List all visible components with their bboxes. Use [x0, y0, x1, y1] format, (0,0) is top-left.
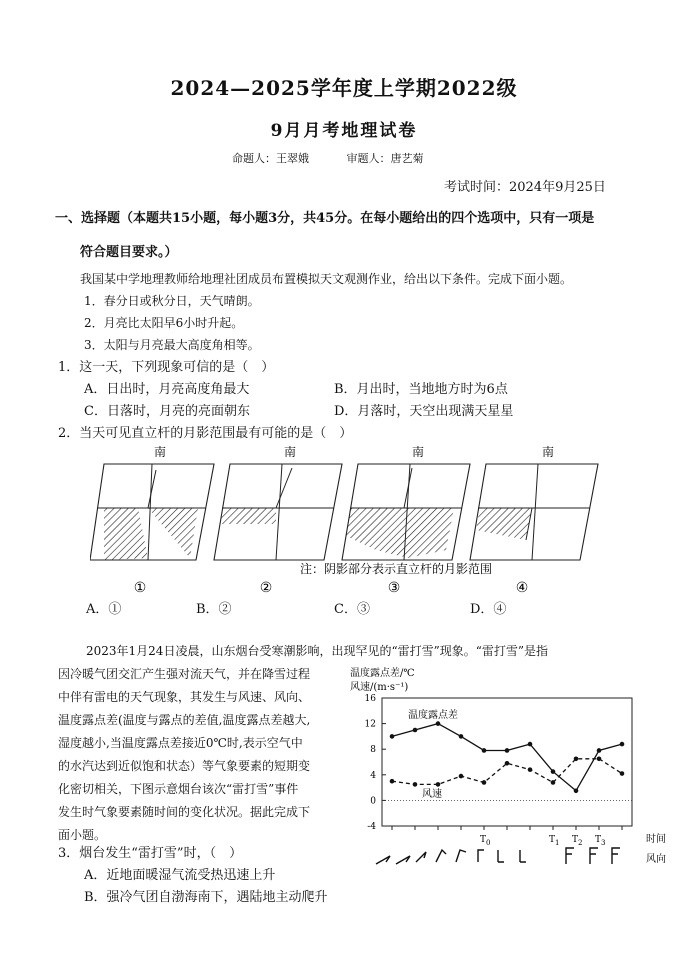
- wind-point: [436, 782, 441, 787]
- shadow-area-1b: [148, 508, 198, 558]
- x-axis-label: 时间: [646, 834, 666, 845]
- dewpoint-point: [620, 742, 625, 747]
- section-heading: 一、选择题（本题共15小题，每小题3分，共45分。在每小题给出的四个选项中，只有一项是: [55, 211, 595, 226]
- dewpoint-point: [413, 728, 418, 733]
- group2-line-5: 湿度越小,当温度露点差接近0℃时,表示空气中: [58, 736, 303, 750]
- series-label-wind: 风速: [422, 789, 442, 800]
- south-label-2: 南: [283, 445, 297, 459]
- q1-option-d[interactable]: D．月落时，天空出现满天星星: [334, 404, 514, 419]
- x-tick-label: $T_2$: [572, 835, 583, 847]
- dewpoint-point: [390, 734, 395, 739]
- y-tick-label: 4: [370, 770, 376, 781]
- condition-1: 1．春分日或秋分日，天气晴朗。: [84, 294, 260, 308]
- author: 命题人：王翠娥: [232, 152, 309, 165]
- dewpoint-point: [459, 734, 464, 739]
- reviewer: 审题人：唐艺菊: [346, 152, 424, 165]
- wind-point: [482, 780, 487, 785]
- group2-line-8: 发生时气象要素随时间的变化状况。据此完成下: [58, 805, 311, 819]
- panel-label-3: ③: [387, 580, 401, 596]
- q2-option-c[interactable]: C．③: [334, 602, 370, 617]
- q2-option-a[interactable]: A．①: [86, 602, 122, 617]
- q2-stem: 2．当天可见直立杆的月影范围最有可能的是（ ）: [58, 426, 353, 441]
- wind-point: [620, 771, 625, 776]
- dewpoint-point: [528, 742, 533, 747]
- panel-label-2: ②: [259, 580, 273, 596]
- q1-option-a[interactable]: A．日出时，月亮高度角最大: [84, 382, 250, 397]
- q2-option-d[interactable]: D．④: [470, 602, 507, 617]
- panel-label-1: ①: [133, 580, 147, 596]
- y-tick-label: 12: [364, 719, 376, 730]
- wind-barbs: [376, 848, 620, 864]
- wind-barb-icon: [396, 856, 410, 864]
- wind-point: [574, 757, 579, 762]
- q3-option-b[interactable]: B．强冷气团自渤海南下，遇陆地主动爬升: [84, 890, 328, 905]
- dewpoint-point: [482, 748, 487, 753]
- wind-barb-icon: [436, 850, 446, 862]
- dewpoint-point: [574, 789, 579, 794]
- panel-1: [90, 444, 214, 560]
- figure-note: 注：阴影部分表示直立杆的月影范围: [300, 562, 493, 576]
- pole-shadow-2: [276, 468, 292, 508]
- panel-label-4: ④: [515, 580, 529, 596]
- moon-shadow-figure: [90, 440, 610, 600]
- wind-point: [597, 757, 602, 762]
- x-tick-label: $T_3$: [595, 835, 606, 847]
- shadow-area-3: [346, 508, 454, 558]
- group2-line-4: 温度露点差(温度与露点的差值,温度露点差越大,: [58, 713, 311, 727]
- panel-vline-4: [532, 464, 538, 560]
- shadow-area-1a: [104, 508, 148, 560]
- dewpoint-points: [390, 721, 625, 793]
- y-ticks: [365, 694, 386, 832]
- q3-stem: 3．烟台发生“雷打雪”时，（ ）: [58, 846, 243, 861]
- dewpoint-point: [551, 769, 556, 774]
- y-tick-label: 0: [370, 796, 376, 807]
- group1-intro: 我国某中学地理教师给地理社团成员布置模拟天文观测作业，给出以下条件。完成下面小题。: [80, 272, 573, 286]
- wind-barb-icon: [456, 850, 466, 862]
- exam-time: 考试时间：2024年9月25日: [444, 180, 606, 195]
- y-tick-label: 8: [370, 745, 376, 756]
- wind-barb-icon: [566, 848, 574, 864]
- wind-point: [505, 761, 510, 766]
- wind-barb-icon: [520, 850, 526, 862]
- wind-barb-icon: [590, 848, 598, 864]
- panel-2: [214, 444, 342, 560]
- wind-barb-icon: [376, 856, 390, 864]
- y-tick-label: -4: [367, 822, 376, 832]
- wind-barb-icon: [498, 850, 504, 862]
- series-dewpoint-line: [392, 724, 622, 791]
- group2-line-7: 化密切相关，下图示意烟台该次“雷打雪”事件: [58, 782, 299, 796]
- group2-line-9: 面小题。: [58, 828, 107, 842]
- wind-barb-icon: [612, 848, 620, 864]
- condition-2: 2．月亮比太阳早6小时升起。: [84, 316, 244, 330]
- group2-line-6: 的水汽达到近似饱和状态）等气象要素的短期变: [58, 759, 311, 773]
- series-label-dewpoint: 温度露点差: [408, 710, 458, 721]
- south-label-1: 南: [153, 445, 167, 459]
- group2-line-2: 因冷暖气团交汇产生强对流天气，并在降雪过程: [58, 667, 311, 681]
- wind-point: [551, 780, 556, 785]
- chart-ylabel-2: 风速/(m·s⁻¹): [350, 682, 409, 693]
- q3-option-a[interactable]: A．近地面暖湿气流受热迅速上升: [84, 868, 276, 883]
- x-tick-label: $T_0$: [480, 835, 491, 847]
- author-line: [232, 150, 458, 166]
- section-heading-cont: 符合题目要求。）: [80, 245, 178, 260]
- exam-subtitle: 9月月考地理试卷: [270, 121, 418, 141]
- exam-title: 2024—2025学年度上学期2022级: [170, 76, 518, 100]
- shadow-area-2: [220, 508, 276, 524]
- group2-line-1: 2023年1月24日凌晨，山东烟台受寒潮影响，出现罕见的“雷打雪”现象。“雷打雪”是指: [86, 644, 548, 658]
- wind-point: [413, 782, 418, 787]
- wind-barb-icon: [416, 852, 426, 862]
- panel-vline-2: [276, 464, 282, 560]
- south-label-3: 南: [411, 445, 425, 459]
- q1-option-b[interactable]: B．月出时，当地地方时为6点: [334, 382, 508, 397]
- wind-point: [390, 779, 395, 784]
- x-tick-label: $T_1$: [549, 835, 560, 847]
- q1-stem: 1．这一天，下列现象可信的是（ ）: [58, 360, 275, 375]
- dewpoint-point: [597, 748, 602, 753]
- q1-option-c[interactable]: C．日落时，月亮的亮面朝东: [84, 404, 250, 419]
- condition-3: 3．太阳与月亮最大高度角相等。: [84, 338, 260, 352]
- wind-point: [459, 774, 464, 779]
- wind-barb-icon: [478, 850, 484, 862]
- dewpoint-point: [436, 721, 441, 726]
- dewpoint-point: [505, 748, 510, 753]
- wind-points: [390, 757, 625, 787]
- weather-chart: [346, 664, 676, 874]
- group2-line-3: 中伴有雷电的天气现象，其发生与风速、风向、: [58, 690, 311, 704]
- y-tick-label: 16: [364, 694, 376, 704]
- chart-ylabel-1: 温度露点差/℃: [350, 668, 415, 679]
- shadow-area-4: [476, 508, 532, 540]
- panel-4: [470, 444, 598, 560]
- wind-point: [528, 767, 533, 772]
- wind-direction-label: 风向: [646, 854, 666, 865]
- x-ticks: [392, 826, 622, 847]
- south-label-4: 南: [541, 445, 555, 459]
- q2-option-b[interactable]: B．②: [196, 602, 232, 617]
- panel-3: [342, 444, 470, 560]
